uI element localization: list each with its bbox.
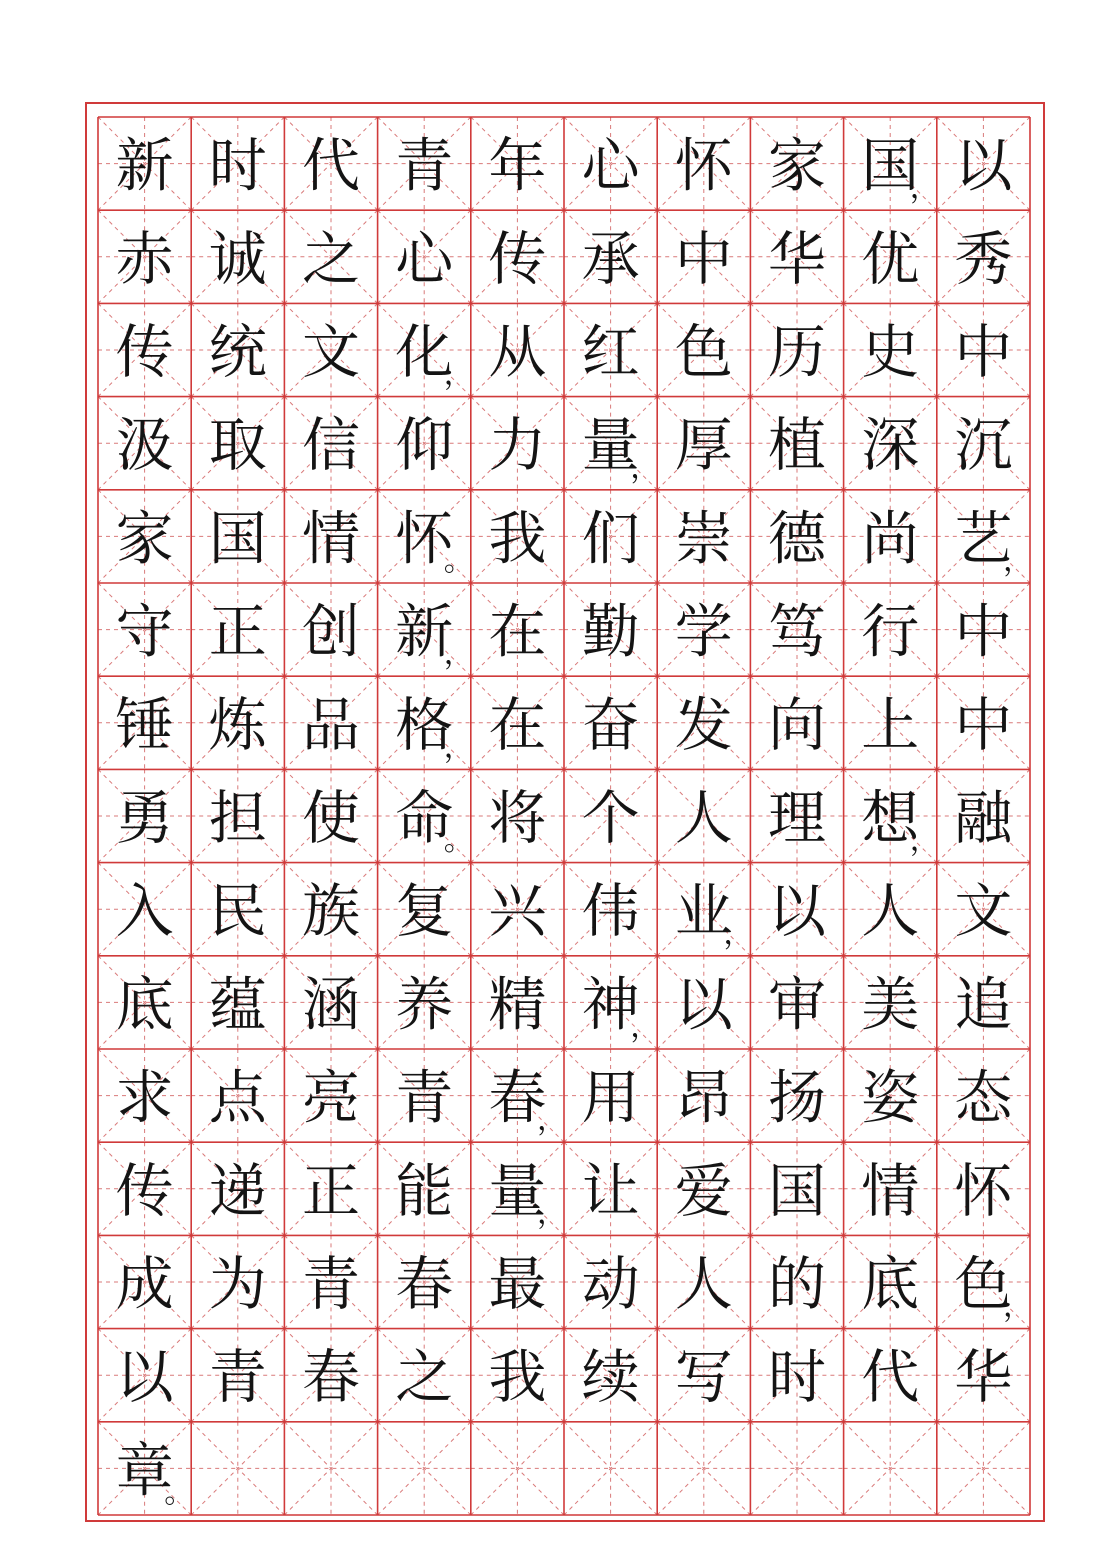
- handwritten-character: 家: [115, 504, 174, 573]
- handwritten-character: 新: [395, 597, 454, 666]
- handwritten-character: 深: [861, 411, 920, 480]
- handwritten-character: 信: [301, 411, 361, 480]
- handwritten-character: 量: [488, 1156, 547, 1225]
- handwritten-character: 炼: [208, 690, 267, 759]
- handwritten-character: 正: [301, 1156, 361, 1225]
- handwritten-character: 国: [208, 504, 267, 573]
- handwritten-character: 赤: [115, 224, 174, 293]
- handwritten-character: 植: [767, 411, 827, 480]
- handwritten-character: 底: [861, 1250, 920, 1318]
- handwritten-character: 春: [395, 1250, 454, 1318]
- handwritten-character: 涵: [301, 970, 361, 1039]
- handwritten-character: 量: [581, 411, 640, 480]
- handwritten-character: 兴: [488, 877, 547, 946]
- handwritten-character: 家: [767, 131, 827, 200]
- handwritten-character: 伟: [581, 877, 640, 946]
- handwritten-character: 人: [674, 784, 733, 852]
- handwritten-character: 承: [581, 224, 640, 293]
- handwritten-character: 正: [208, 597, 267, 666]
- handwritten-character: 最: [488, 1250, 547, 1318]
- handwritten-character: 汲: [115, 411, 174, 480]
- handwritten-character: 之: [301, 224, 361, 293]
- handwritten-character: 担: [208, 784, 267, 852]
- handwritten-character: 守: [115, 597, 174, 666]
- handwritten-character: 尚: [861, 504, 920, 573]
- handwritten-character: 文: [301, 318, 361, 386]
- handwritten-character: 青: [301, 1250, 361, 1318]
- handwritten-character: 春: [488, 1063, 547, 1132]
- handwritten-character: 色: [954, 1250, 1013, 1318]
- handwritten-character: 力: [488, 411, 547, 480]
- punctuation-mark: ，: [1003, 543, 1033, 579]
- handwritten-character: 化: [395, 318, 454, 386]
- handwritten-character: 爱: [674, 1156, 733, 1225]
- punctuation-mark: ，: [537, 1102, 567, 1138]
- handwritten-character: 新: [115, 131, 174, 200]
- handwritten-character: 中: [954, 318, 1013, 386]
- handwritten-character: 让: [581, 1156, 640, 1225]
- handwritten-character: 我: [488, 504, 547, 573]
- handwritten-character: 艺: [954, 504, 1013, 573]
- handwritten-character: 使: [301, 784, 361, 852]
- handwritten-character: 为: [208, 1250, 267, 1318]
- handwritten-character: 勤: [581, 597, 640, 666]
- handwritten-character: 时: [208, 131, 267, 200]
- handwritten-character: 美: [861, 970, 920, 1039]
- handwritten-character: 学: [674, 597, 733, 666]
- handwritten-character: 华: [954, 1343, 1013, 1412]
- punctuation-mark: ，: [630, 450, 661, 486]
- handwritten-character: 色: [674, 318, 733, 386]
- handwritten-character: 人: [674, 1250, 733, 1318]
- handwritten-character: 怀: [395, 504, 454, 573]
- handwritten-character: 青: [395, 1063, 454, 1132]
- handwritten-character: 勇: [115, 784, 174, 852]
- handwritten-character: 昂: [674, 1063, 733, 1132]
- handwritten-character: 审: [767, 970, 827, 1039]
- handwritten-character: 文: [954, 877, 1013, 946]
- handwritten-character: 青: [208, 1343, 267, 1412]
- handwritten-character: 崇: [674, 504, 733, 573]
- handwritten-character: 中: [954, 690, 1013, 759]
- punctuation-mark: ，: [537, 1195, 567, 1231]
- handwritten-character: 写: [674, 1343, 733, 1412]
- handwritten-character: 点: [208, 1063, 267, 1132]
- handwritten-character: 发: [674, 690, 733, 759]
- handwritten-character: 理: [767, 784, 827, 852]
- handwritten-character: 养: [395, 970, 454, 1039]
- punctuation-mark: 。: [443, 823, 474, 859]
- handwritten-character: 上: [861, 690, 920, 759]
- handwritten-character: 续: [581, 1343, 640, 1412]
- handwritten-character: 心: [395, 224, 454, 293]
- handwritten-character: 取: [208, 411, 267, 480]
- handwritten-character: 精: [488, 970, 547, 1039]
- handwritten-character: 融: [954, 784, 1013, 852]
- handwritten-character: 之: [395, 1343, 454, 1412]
- handwritten-character: 态: [954, 1063, 1013, 1132]
- handwritten-character: 人: [861, 877, 920, 946]
- handwritten-character: 笃: [767, 597, 827, 666]
- handwritten-character: 民: [208, 877, 267, 946]
- handwritten-character: 仰: [395, 411, 454, 480]
- punctuation-mark: ，: [443, 636, 474, 672]
- handwritten-character: 历: [767, 318, 827, 386]
- punctuation-mark: ，: [630, 1009, 661, 1045]
- handwritten-character: 族: [301, 877, 361, 946]
- handwritten-character: 锤: [115, 690, 174, 759]
- handwritten-character: 情: [861, 1156, 920, 1225]
- handwritten-character: 春: [301, 1343, 361, 1412]
- punctuation-mark: ，: [909, 823, 940, 859]
- handwritten-character: 向: [767, 690, 827, 759]
- handwritten-character: 入: [115, 877, 174, 946]
- handwritten-character: 青: [395, 131, 454, 200]
- handwritten-character: 情: [301, 504, 361, 573]
- handwritten-character: 代: [301, 131, 361, 200]
- handwritten-character: 传: [488, 224, 547, 293]
- handwritten-character: 以: [674, 970, 733, 1039]
- handwritten-character: 在: [488, 690, 547, 759]
- handwritten-character: 品: [301, 690, 361, 759]
- handwritten-character: 传: [115, 318, 174, 386]
- handwritten-character: 能: [395, 1156, 454, 1225]
- handwritten-character: 以: [954, 131, 1013, 200]
- handwritten-character: 怀: [674, 131, 733, 200]
- handwritten-character: 秀: [954, 224, 1013, 293]
- handwritten-character: 诚: [208, 224, 267, 293]
- handwritten-character: 递: [208, 1156, 267, 1225]
- handwritten-character: 以: [115, 1343, 174, 1412]
- handwritten-character: 章: [115, 1436, 174, 1505]
- handwritten-character: 亮: [301, 1063, 361, 1132]
- handwritten-character: 中: [674, 224, 733, 293]
- handwritten-character: 行: [861, 597, 920, 666]
- handwritten-character: 沉: [954, 411, 1013, 480]
- handwritten-character: 想: [861, 784, 920, 852]
- handwritten-character: 红: [581, 318, 640, 386]
- handwritten-character: 厚: [674, 411, 733, 480]
- handwritten-character: 心: [581, 131, 640, 200]
- punctuation-mark: ，: [723, 916, 754, 952]
- punctuation-mark: 。: [164, 1475, 195, 1511]
- handwritten-character: 奋: [581, 690, 640, 759]
- handwritten-character: 底: [115, 970, 174, 1039]
- punctuation-mark: 。: [443, 543, 474, 579]
- handwritten-character: 们: [581, 504, 640, 573]
- handwritten-character: 求: [115, 1063, 174, 1132]
- handwritten-character: 蕴: [208, 970, 267, 1039]
- handwritten-character: 神: [581, 970, 640, 1039]
- handwritten-character: 创: [301, 597, 361, 666]
- punctuation-mark: ，: [443, 357, 474, 393]
- punctuation-mark: ，: [443, 729, 474, 765]
- handwritten-character: 从: [488, 318, 547, 386]
- handwritten-character: 时: [767, 1343, 827, 1412]
- handwritten-character: 我: [488, 1343, 547, 1412]
- handwritten-character: 优: [861, 224, 920, 293]
- handwritten-character: 命: [395, 784, 454, 852]
- handwritten-character: 格: [395, 690, 454, 759]
- handwritten-character: 史: [861, 318, 920, 386]
- handwritten-character: 华: [767, 224, 827, 293]
- handwritten-text: [116, 132, 1033, 1511]
- handwritten-character: 德: [767, 504, 827, 573]
- handwritten-character: 用: [581, 1063, 640, 1132]
- handwritten-character: 扬: [767, 1063, 827, 1132]
- handwritten-character: 的: [767, 1250, 827, 1318]
- handwritten-character: 国: [861, 131, 920, 200]
- punctuation-mark: ，: [909, 170, 940, 206]
- handwritten-character: 成: [115, 1250, 174, 1318]
- handwritten-character: 复: [395, 877, 454, 946]
- handwritten-character: 怀: [954, 1156, 1013, 1225]
- handwritten-character: 业: [674, 877, 733, 946]
- handwritten-character: 传: [115, 1156, 174, 1225]
- handwritten-character: 统: [208, 318, 267, 386]
- punctuation-mark: ，: [1003, 1289, 1033, 1325]
- handwritten-character: 年: [488, 131, 547, 200]
- handwritten-character: 将: [488, 784, 547, 852]
- handwritten-character: 姿: [861, 1063, 920, 1132]
- handwritten-character: 以: [767, 877, 827, 946]
- handwritten-character: 国: [767, 1156, 827, 1225]
- mizige-grid: [98, 117, 1033, 1515]
- handwritten-character: 个: [581, 784, 640, 852]
- handwritten-character: 动: [581, 1250, 640, 1318]
- handwritten-character: 中: [954, 597, 1013, 666]
- handwritten-character: 在: [488, 597, 547, 666]
- handwritten-character: 追: [954, 970, 1013, 1039]
- handwritten-character: 代: [861, 1343, 920, 1412]
